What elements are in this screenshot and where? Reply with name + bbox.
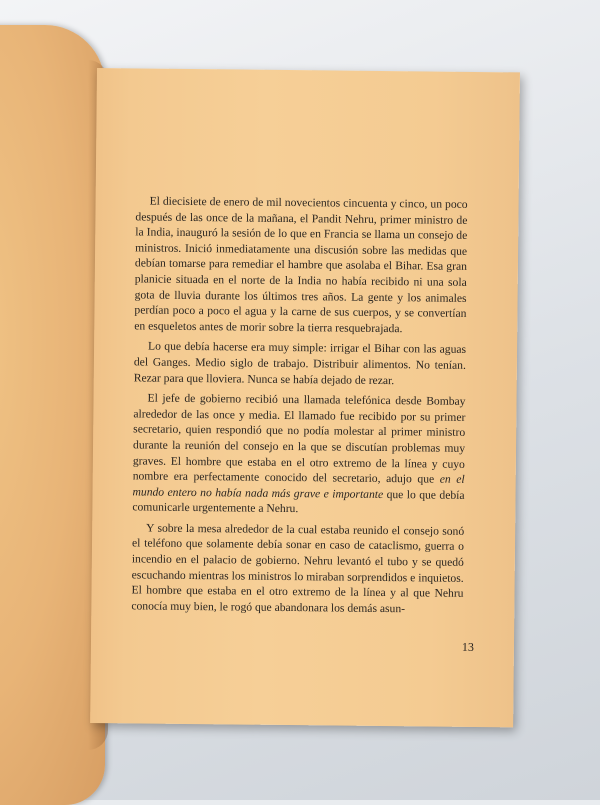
paragraph-3-start: El jefe de gobierno recibió una llamada telefónica desde Bombay alrededor de las once y media. El llamado fue recibido por su primer secretario, quien respondió que no podía molestar al primer ministro durante la reunión del consejo en la que se discutían problemas muy graves. El hombre que estaba en el otro extremo de la línea y cuyo nombre era perfectamente conocido del secretario, adujo que	[132, 391, 466, 486]
paragraph-3-end: que lo que debía comunicarle urgentemente a Nehru.	[132, 487, 465, 516]
page-number: 13	[461, 639, 475, 654]
paragraph-3-italic: en el mundo entero no había nada más grave e importante	[132, 472, 465, 501]
paragraph-2: Lo que debía hacerse era muy simple: irrigar el Bihar con las aguas del Ganges. Medio siglo de trabajo. Distribuir alimentos. No tenían. Rezar para que lloviera. Nunca se había dejado de rezar.	[133, 339, 467, 387]
right-book-page	[90, 68, 520, 727]
paragraph-3	[132, 391, 465, 519]
paragraph-1: El diecisiete de enero de mil novecientos cincuenta y cinco, un poco después de las once de la mañana, el Pandit Nehru, primer ministro de la India, inauguró la sesión de lo que en Francia se llama un consejo de ministros. Inició inmediatamente una discusión sobre las medidas que debían tomarse para remediar el hambre que asolaba el Bihar. Esa gran planicie situada en el norte de la India no había recibido ni una sola gota de lluvia durante los últimos tres años. La gente y los animales perdían poco a poco el agua y la carne de sus cuerpos, y se convertían en esqueletos antes de morir sobre la tierra resquebrajada.	[134, 194, 468, 335]
paragraph-4: Y sobre la mesa alrededor de la cual estaba reunido el consejo sonó el teléfono que solamente debía sonar en caso de cataclismo, guerra o incendio en el palacio de gobierno. Nehru levantó el tubo y se quedó escuchando mientras los ministros lo miraban sorprendidos e inquietos. El hombre que estaba en el otro extremo de la línea y al que Nehru conocía muy bien, le rogó que abandonara los demás asun-	[131, 521, 465, 616]
body-text	[131, 193, 467, 622]
